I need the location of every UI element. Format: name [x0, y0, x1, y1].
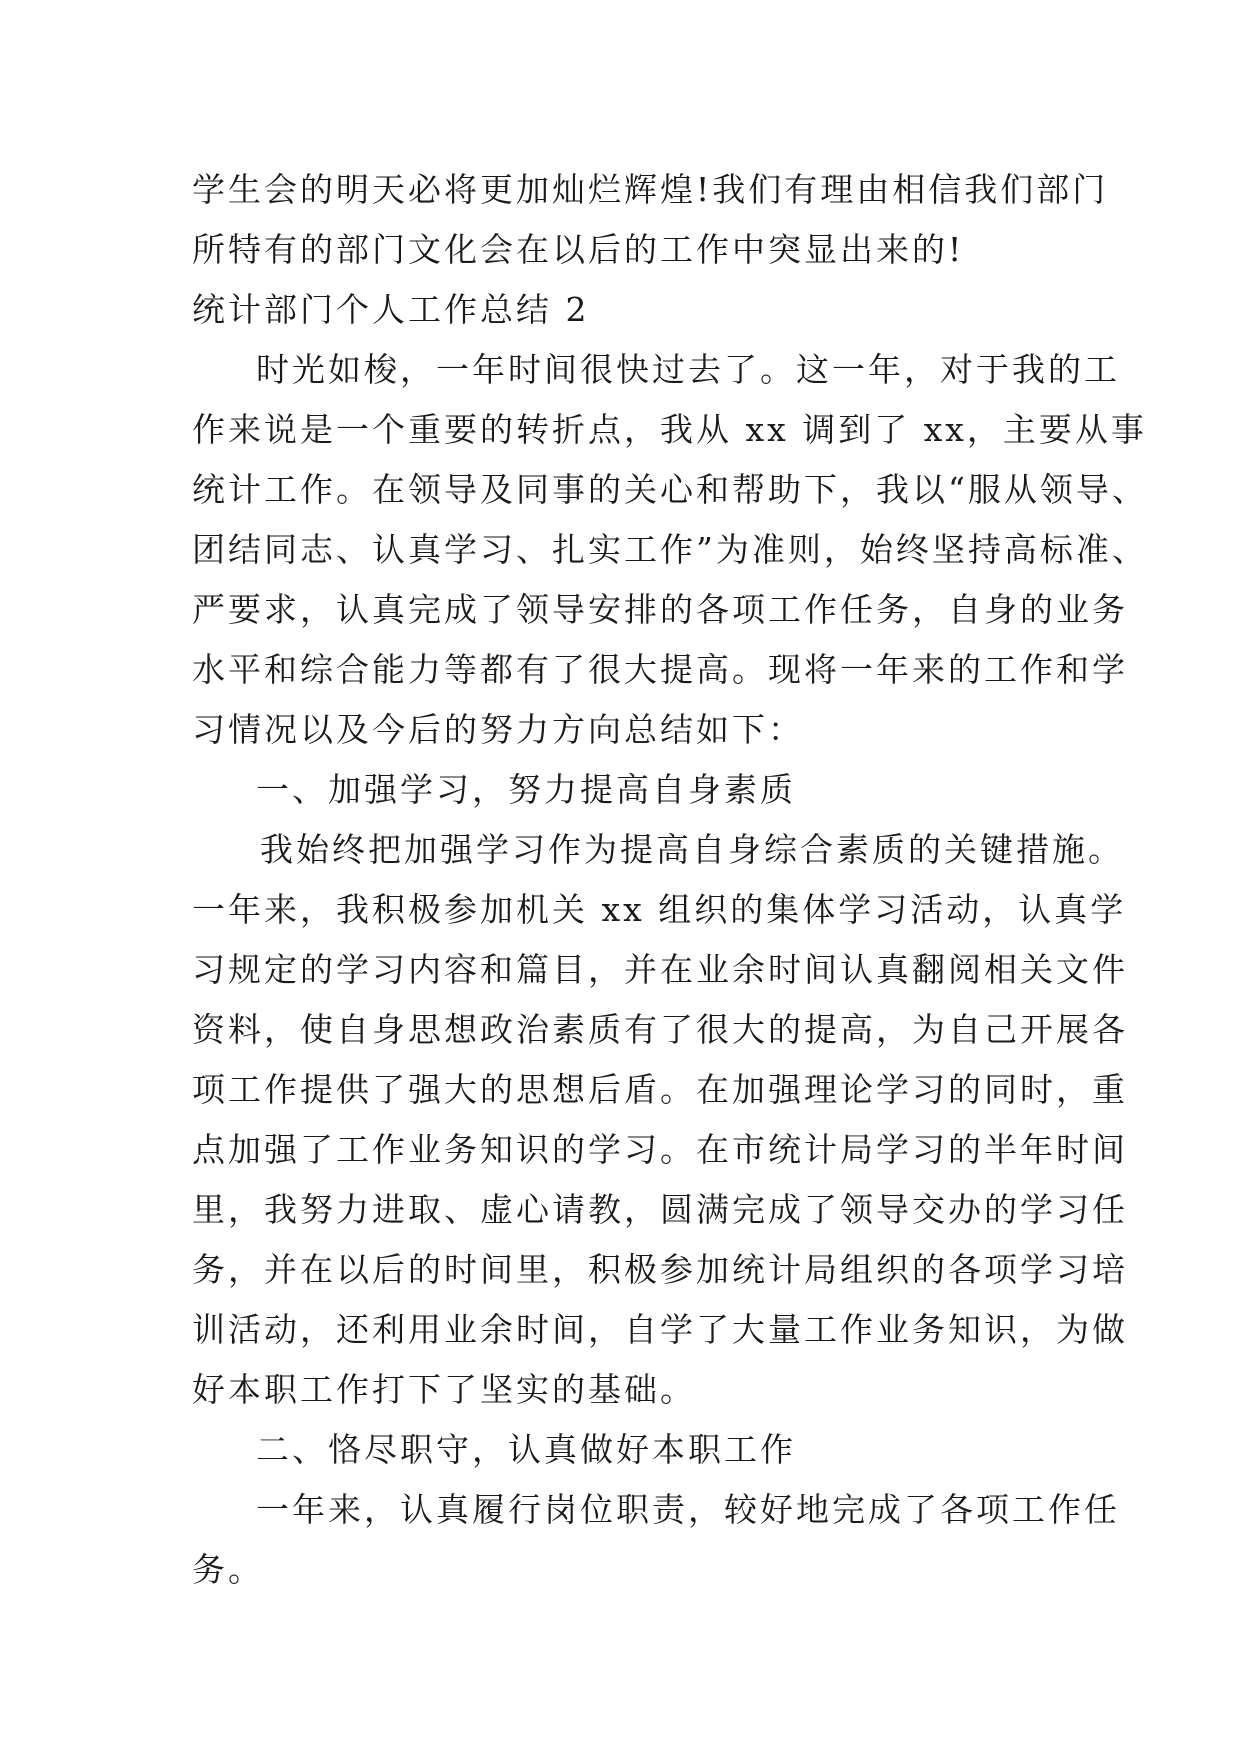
- subheading: 二、恪尽职守，认真做好本职工作: [256, 1430, 796, 1469]
- document-page: [192, 160, 1148, 1600]
- text-line: 里，我努力进取、虚心请教，圆满完成了领导交办的学习任: [192, 1190, 1128, 1229]
- text-line: 务。: [192, 1550, 264, 1589]
- text-line: 习情况以及今后的努力方向总结如下：: [192, 710, 804, 749]
- text-line: 项工作提供了强大的思想后盾。在加强理论学习的同时，重: [192, 1070, 1128, 1109]
- text-line: 学生会的明天必将更加灿烂辉煌!我们有理由相信我们部门: [192, 170, 1109, 209]
- text-line: 点加强了工作业务知识的学习。在市统计局学习的半年时间: [192, 1130, 1128, 1169]
- text-line: 作来说是一个重要的转折点，我从 xx 调到了 xx，主要从事: [192, 410, 1147, 449]
- subheading: 一、加强学习，努力提高自身素质: [256, 770, 796, 809]
- text-line: 时光如梭，一年时间很快过去了。这一年，对于我的工: [256, 350, 1120, 389]
- text-line: 严要求，认真完成了领导安排的各项工作任务，自身的业务: [192, 590, 1128, 629]
- text-line: 水平和综合能力等都有了很大提高。现将一年来的工作和学: [192, 650, 1128, 689]
- text-line: 务，并在以后的时间里，积极参加统计局组织的各项学习培: [192, 1250, 1128, 1289]
- text-line: 团结同志、认真学习、扎实工作”为准则，始终坚持高标准、: [192, 530, 1148, 569]
- text-line: 统计工作。在领导及同事的关心和帮助下，我以“服从领导、: [192, 470, 1148, 509]
- text-line: 一年来，我积极参加机关 xx 组织的集体学习活动，认真学: [192, 890, 1127, 929]
- text-line: 好本职工作打下了坚实的基础。: [192, 1370, 696, 1409]
- text-line: 资料，使自身思想政治素质有了很大的提高，为自己开展各: [192, 1010, 1128, 1049]
- text-line: 我始终把加强学习作为提高自身综合素质的关键措施。: [260, 830, 1124, 869]
- text-line: 习规定的学习内容和篇目，并在业余时间认真翻阅相关文件: [192, 950, 1128, 989]
- text-line: 训活动，还利用业余时间，自学了大量工作业务知识，为做: [192, 1310, 1128, 1349]
- text-line: 一年来，认真履行岗位职责，较好地完成了各项工作任: [256, 1490, 1120, 1529]
- section-title: 统计部门个人工作总结 2: [192, 290, 590, 329]
- text-line: 所特有的部门文化会在以后的工作中突显出来的!: [192, 230, 965, 269]
